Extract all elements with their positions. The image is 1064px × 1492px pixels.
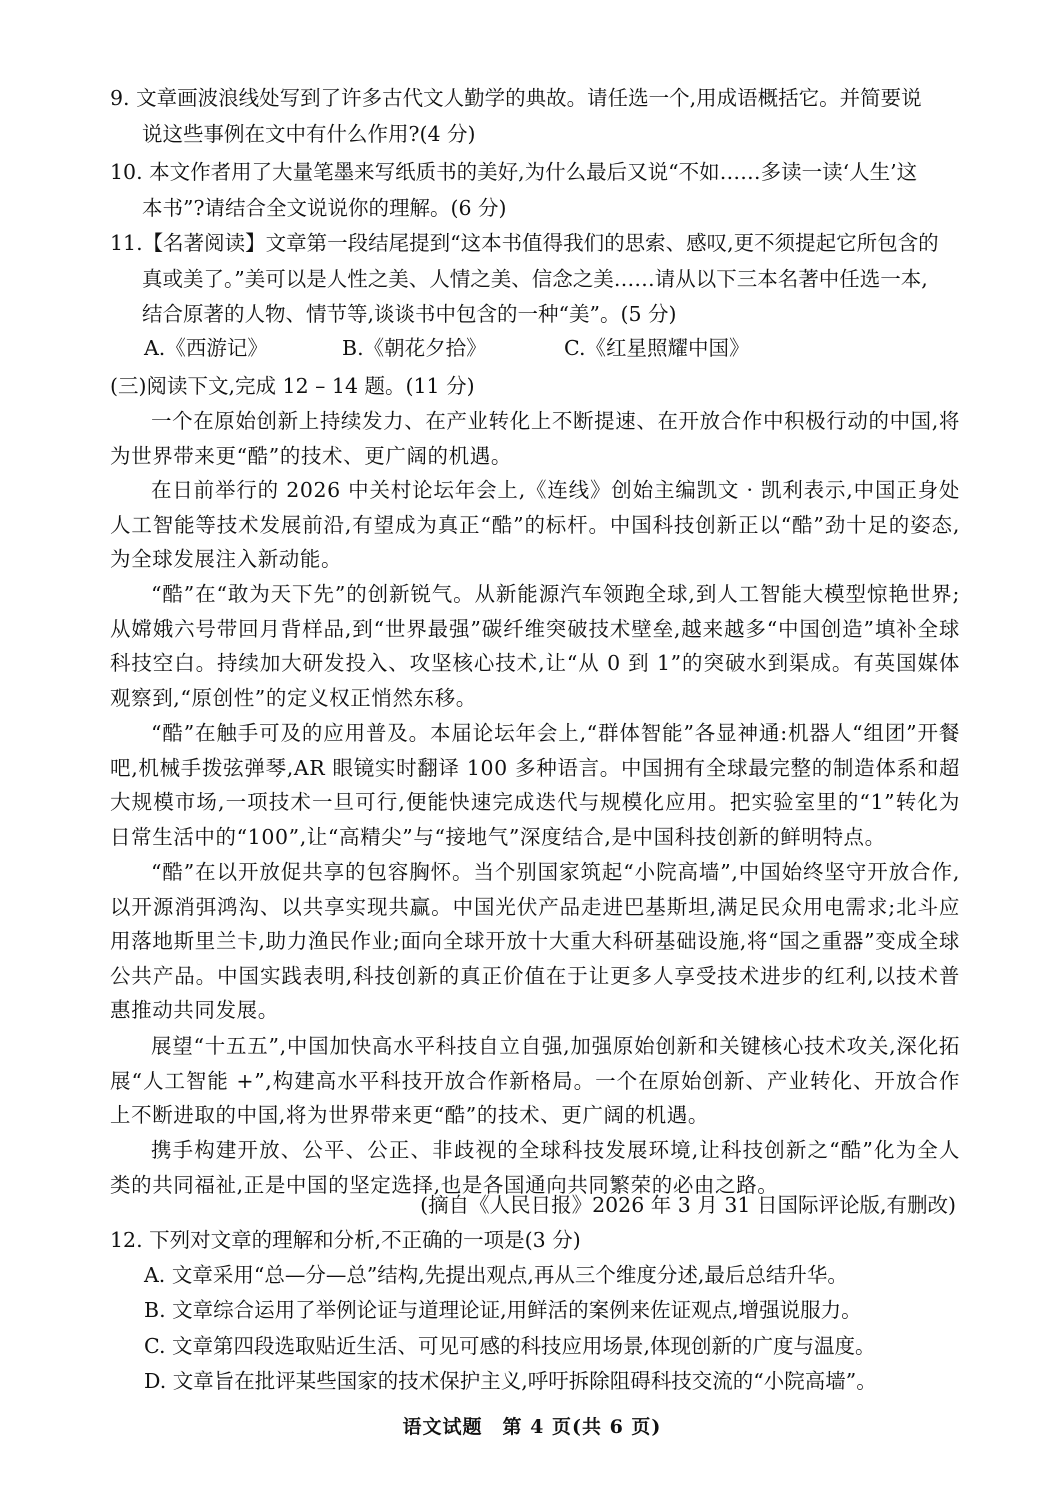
question-10-line-2: 本书”?请结合全文说说你的理解。(6 分) bbox=[142, 196, 507, 220]
passage-paragraph-1: 一个在原始创新上持续发力、在产业转化上不断提速、在开放合作中积极行动的中国,将为世界带来更“酷”的技术、更广阔的机遇。 bbox=[110, 409, 960, 468]
passage-paragraph-4: “酷”在触手可及的应用普及。本届论坛年会上,“群体智能”各显神通:机器人“组团”开餐吧,机械手拨弦弹琴,AR 眼镜实时翻译 100 多种语言。中国拥有全球最完整的制造体系和超大规模市场,一项技术一旦可行,便能快速完成迭代与规模化应用。把实验室里的“1”转化为日常生活中的“100”,让“高精尖”与“接地气”深度结合,是中国科技创新的鲜明特点。 bbox=[110, 721, 960, 849]
question-12-stem: 12. 下列对文章的理解和分析,不正确的一项是(3 分) bbox=[110, 1228, 581, 1252]
passage-source: (摘自《人民日报》2026 年 3 月 31 日国际评论版,有删改) bbox=[420, 1193, 956, 1217]
question-12-option-c: C. 文章第四段选取贴近生活、可见可感的科技应用场景,体现创新的广度与温度。 bbox=[144, 1334, 876, 1358]
question-12-option-b: B. 文章综合运用了举例论证与道理论证,用鲜活的案例来佐证观点,增强说服力。 bbox=[144, 1298, 862, 1322]
passage-paragraph-6: 展望“十五五”,中国加快高水平科技自立自强,加强原始创新和关键核心技术攻关,深化拓展“人工智能 +”,构建高水平科技开放合作新格局。一个在原始创新、产业转化、开放合作上不断进取的中国,将为世界带来更“酷”的技术、更广阔的机遇。 bbox=[110, 1034, 960, 1128]
question-12-option-d: D. 文章旨在批评某些国家的技术保护主义,呼吁拆除阻碍科技交流的“小院高墙”。 bbox=[144, 1369, 877, 1393]
question-9-line-1: 9. 文章画波浪线处写到了许多古代文人勤学的典故。请任选一个,用成语概括它。并简要说 bbox=[110, 86, 922, 110]
option-b: B.《朝花夕拾》 bbox=[342, 336, 487, 360]
passage-paragraph-7: 携手构建开放、公平、公正、非歧视的全球科技发展环境,让科技创新之“酷”化为全人类的共同福祉,正是中国的坚定选择,也是各国通向共同繁荣的必由之路。 bbox=[110, 1138, 960, 1197]
question-9-line-2: 说这些事例在文中有什么作用?(4 分) bbox=[142, 122, 476, 146]
section-3-heading: (三)阅读下文,完成 12 – 14 题。(11 分) bbox=[110, 374, 475, 398]
passage-paragraph-3: “酷”在“敢为天下先”的创新锐气。从新能源汽车领跑全球,到人工智能大模型惊艳世界;从嫦娥六号带回月背样品,到“世界最强”碳纤维突破技术壁垒,越来越多“中国创造”填补全球科技空白。持续加大研发投入、攻坚核心技术,让“从 0 到 1”的突破水到渠成。有英国媒体观察到,“原创性”的定义权正悄然东移。 bbox=[110, 582, 960, 710]
question-11-options bbox=[144, 330, 749, 366]
question-11-line-2: 真或美了。”美可以是人性之美、人情之美、信念之美……请从以下三本名著中任选一本, bbox=[142, 267, 928, 291]
page-footer: 语文试题 第 4 页(共 6 页) bbox=[402, 1416, 662, 1438]
passage-paragraph-5: “酷”在以开放促共享的包容胸怀。当个别国家筑起“小院高墙”,中国始终坚守开放合作,以开源消弭鸿沟、以共享实现共赢。中国光伏产品走进巴基斯坦,满足民众用电需求;北斗应用落地斯里兰卡,助力渔民作业;面向全球开放十大重大科研基础设施,将“国之重器”变成全球公共产品。中国实践表明,科技创新的真正价值在于让更多人享受技术进步的红利,以技术普惠推动共同发展。 bbox=[110, 860, 960, 1023]
option-a: A.《西游记》 bbox=[144, 336, 268, 360]
passage-paragraph-2: 在日前举行的 2026 中关村论坛年会上,《连线》创始主编凯文 · 凯利表示,中国正身处人工智能等技术发展前沿,有望成为真正“酷”的标杆。中国科技创新正以“酷”劲十足的姿态,为全球发展注入新动能。 bbox=[110, 478, 960, 572]
question-10-line-1: 10. 本文作者用了大量笔墨来写纸质书的美好,为什么最后又说“不如……多读一读‘人生’这 bbox=[110, 160, 918, 184]
question-12-option-a: A. 文章采用“总—分—总”结构,先提出观点,再从三个维度分述,最后总结升华。 bbox=[144, 1263, 848, 1287]
question-11-line-3: 结合原著的人物、情节等,谈谈书中包含的一种“美”。(5 分) bbox=[142, 302, 677, 326]
option-c: C.《红星照耀中国》 bbox=[564, 336, 750, 360]
question-11-line-1: 11.【名著阅读】文章第一段结尾提到“这本书值得我们的思索、感叹,更不须提起它所包含的 bbox=[110, 231, 939, 255]
